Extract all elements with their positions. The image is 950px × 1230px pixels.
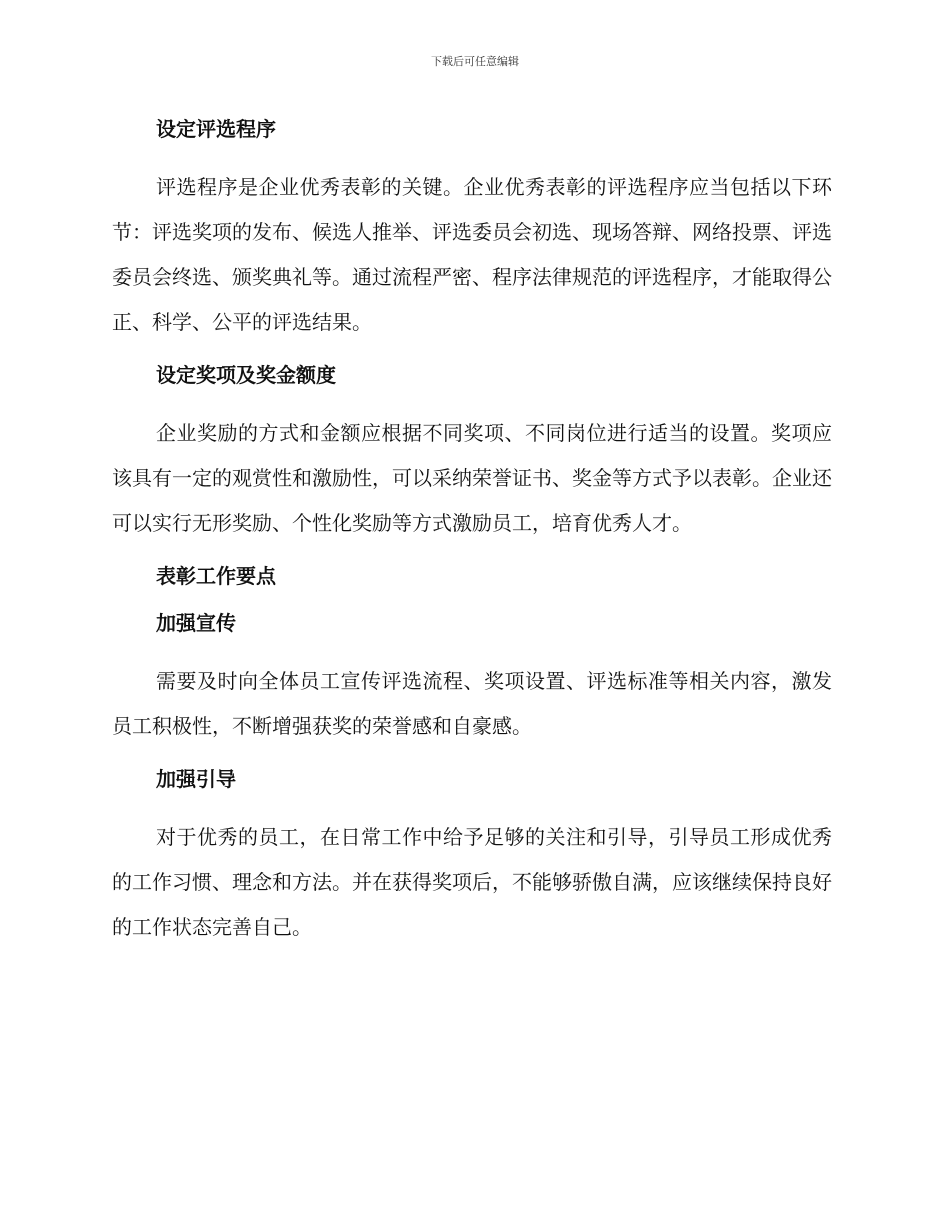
section-paragraph-strengthen-guidance: 对于优秀的员工，在日常工作中给予足够的关注和引导，引导员工形成优秀的工作习惯、理念和方法。并在获得奖项后，不能够骄傲自满，应该继续保持良好的工作状态完善自己。: [112, 825, 832, 939]
section-paragraph-awards-and-bonus: 企业奖励的方式和金额应根据不同奖项、不同岗位进行适当的设置。奖项应该具有一定的观赏性和激励性，可以采纳荣誉证书、奖金等方式予以表彰。企业还可以实行无形奖励、个性化奖励等方式激励员工，培育优秀人才。: [112, 421, 832, 535]
section-heading-awards-and-bonus: 设定奖项及奖金额度: [156, 363, 336, 387]
document-body: [112, 112, 832, 950]
section-heading-strengthen-guidance: 加强引导: [156, 767, 236, 791]
section-heading-strengthen-publicity: 加强宣传: [156, 611, 236, 635]
section-heading-commendation-key-points: 表彰工作要点: [156, 564, 276, 588]
section-heading-selection-procedure: 设定评选程序: [156, 117, 276, 141]
page-header: 下载后可任意编辑: [431, 55, 519, 68]
section-paragraph-strengthen-publicity: 需要及时向全体员工宣传评选流程、奖项设置、评选标准等相关内容，激发员工积极性，不断增强获奖的荣誉感和自豪感。: [112, 669, 832, 738]
section-paragraph-selection-procedure: 评选程序是企业优秀表彰的关键。企业优秀表彰的评选程序应当包括以下环节：评选奖项的发布、候选人推举、评选委员会初选、现场答辩、网络投票、评选委员会终选、颁奖典礼等。通过流程严密、程序法律规范的评选程序，才能取得公正、科学、公平的评选结果。: [112, 175, 832, 334]
